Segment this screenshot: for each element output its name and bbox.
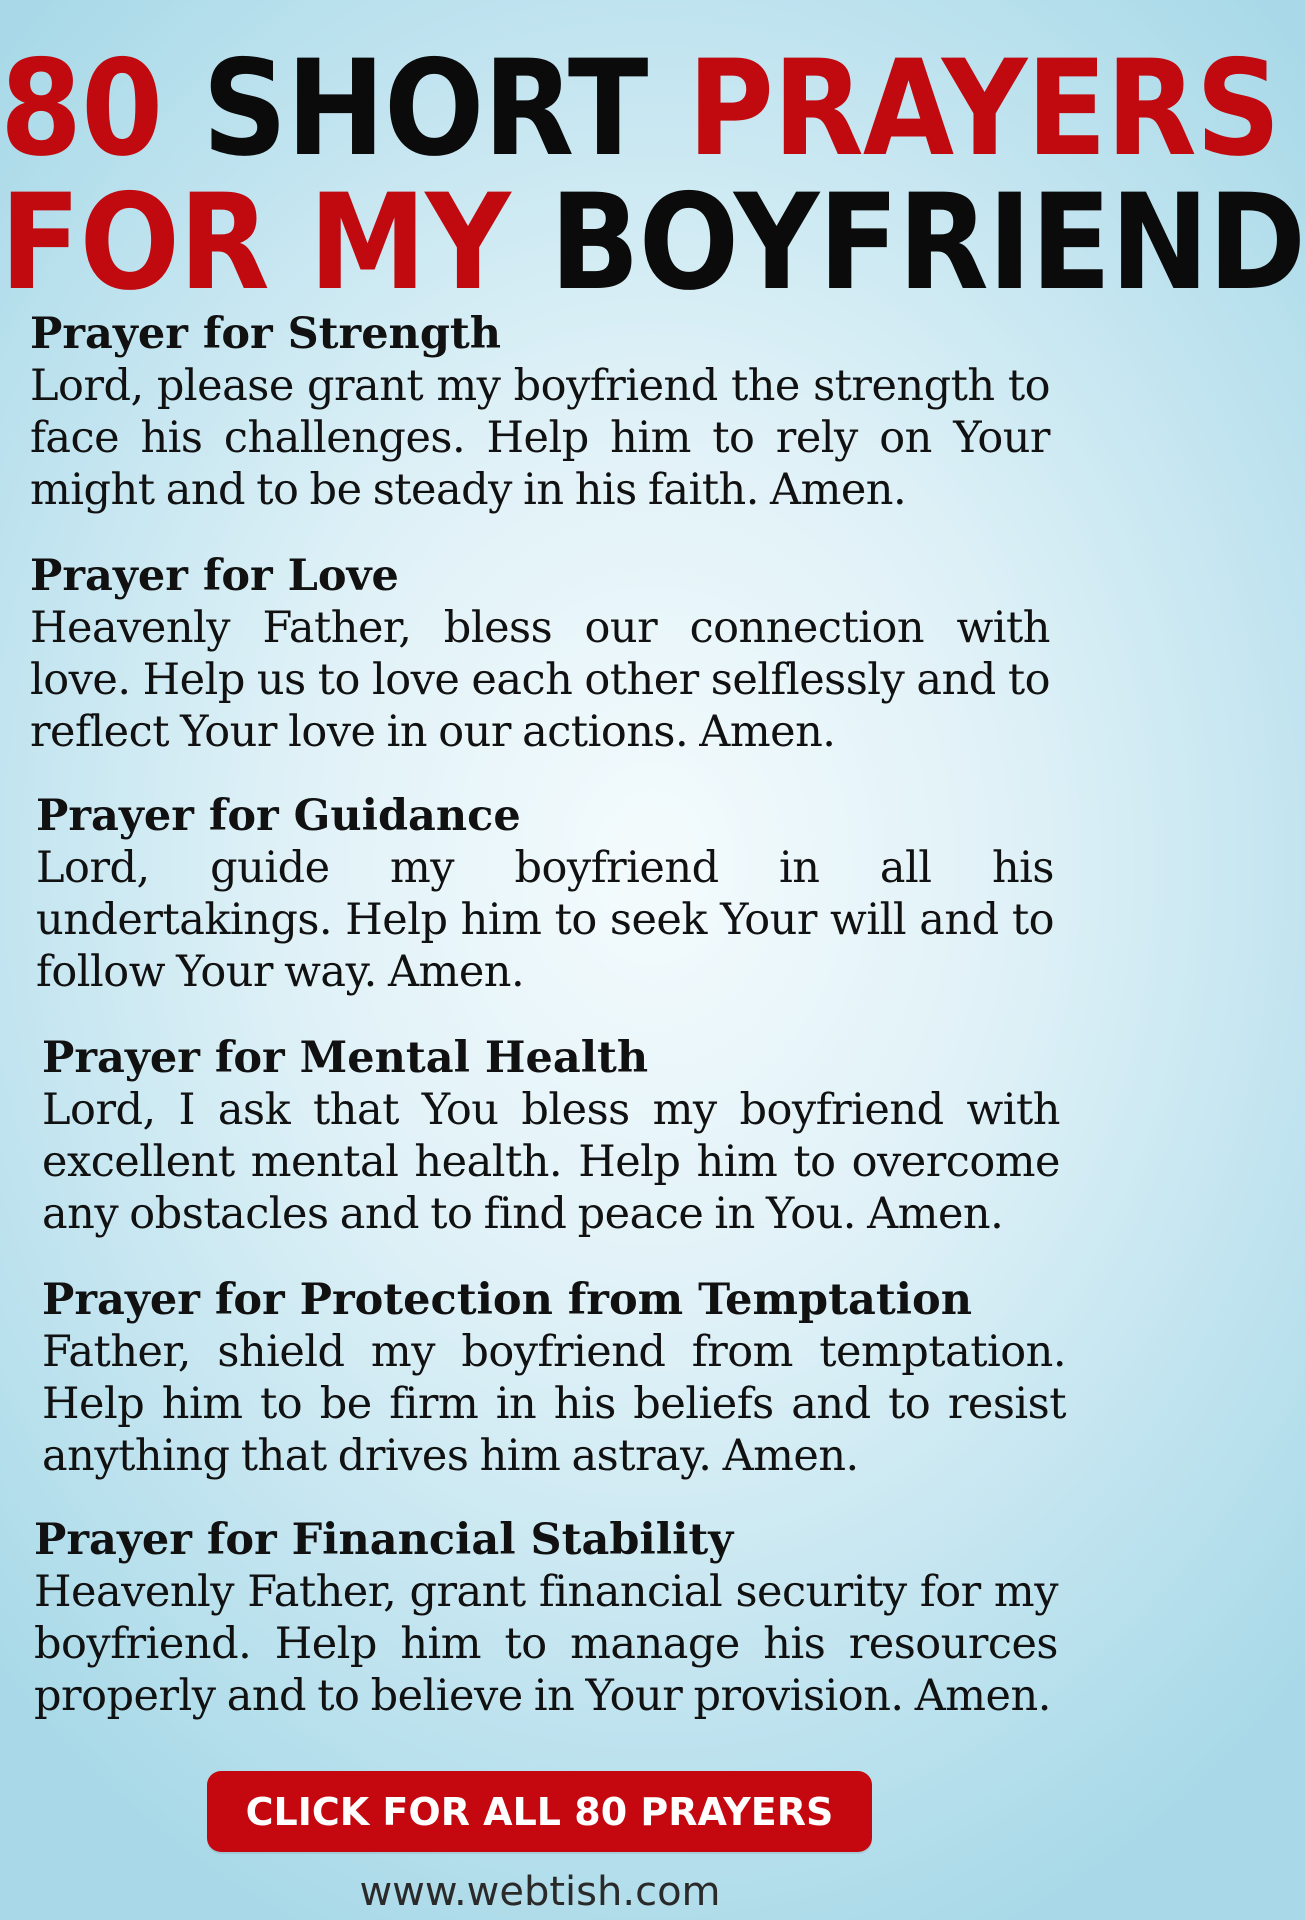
prayer-heading: Prayer for Mental Health bbox=[42, 1033, 649, 1083]
title-word-number: 80 bbox=[0, 30, 203, 186]
title-word-prayers: PRAYERS bbox=[687, 30, 1280, 186]
prayer-body: Lord, please grant my boyfriend the strength to face his challenges. Help him to rely on Your might and to be steady in his faith. Amen. bbox=[30, 361, 1050, 515]
title-word-boyfriend: BOYFRIEND bbox=[549, 164, 1305, 320]
title-word-short: SHORT bbox=[202, 30, 688, 186]
prayer-mental-health bbox=[42, 1032, 1060, 1240]
prayer-heading: Prayer for Love bbox=[30, 551, 399, 601]
prayer-strength bbox=[30, 308, 1050, 516]
title-word-for-my: FOR MY bbox=[0, 164, 550, 320]
page-title-line-1 bbox=[0, 30, 1280, 186]
prayer-love bbox=[30, 550, 1050, 758]
prayer-body: Heavenly Father, grant financial security for my boyfriend. Help him to manage his resources properly and to believe in Your provision. Amen. bbox=[34, 1567, 1058, 1721]
prayer-body: Lord, I ask that You bless my boyfriend with excellent mental health. Help him to overcome any obstacles and to find peace in You. Amen. bbox=[42, 1085, 1060, 1239]
page-title-line-2 bbox=[0, 164, 1305, 320]
prayer-heading: Prayer for Strength bbox=[30, 309, 502, 359]
prayer-body: Heavenly Father, bless our connection with love. Help us to love each other selflessly and to reflect Your love in our actions. Amen. bbox=[30, 603, 1050, 757]
all-prayers-button[interactable]: CLICK FOR ALL 80 PRAYERS bbox=[207, 1771, 872, 1852]
website-url[interactable]: www.webtish.com bbox=[359, 1869, 721, 1915]
prayer-heading: Prayer for Guidance bbox=[36, 791, 521, 841]
prayer-heading: Prayer for Protection from Temptation bbox=[42, 1275, 972, 1325]
prayer-body: Father, shield my boyfriend from temptation. Help him to be firm in his beliefs and to resist anything that drives him astray. Amen. bbox=[42, 1327, 1066, 1481]
prayer-protection bbox=[42, 1274, 1066, 1482]
prayer-guidance bbox=[36, 790, 1054, 998]
prayer-financial-stability bbox=[34, 1514, 1058, 1722]
prayer-heading: Prayer for Financial Stability bbox=[34, 1515, 734, 1565]
prayer-body: Lord, guide my boyfriend in all his undertakings. Help him to seek Your will and to follow Your way. Amen. bbox=[36, 843, 1054, 997]
